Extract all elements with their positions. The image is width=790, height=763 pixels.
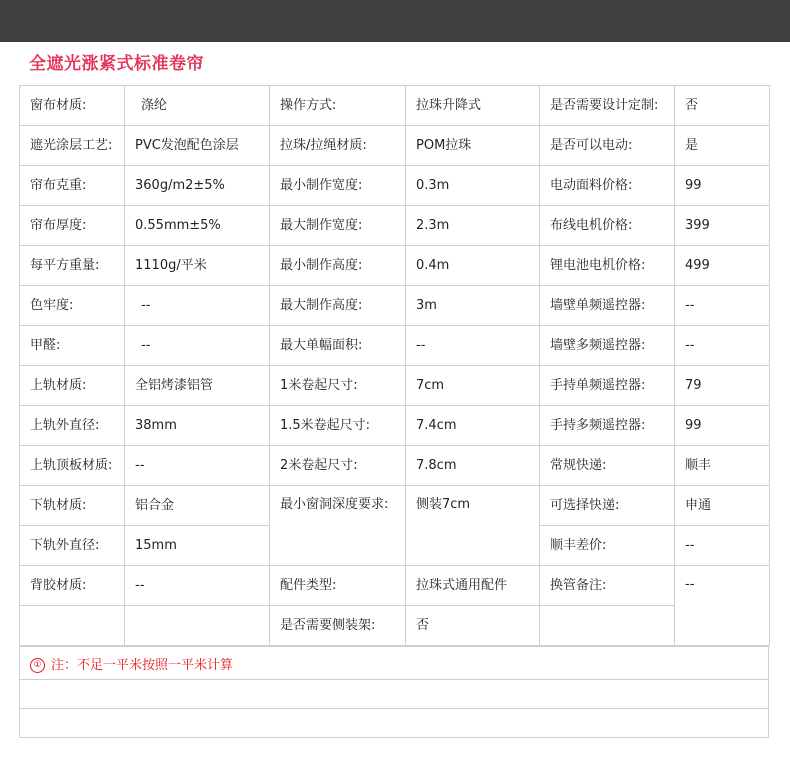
spec-label: 帘布厚度:	[20, 206, 125, 246]
table-row	[20, 206, 770, 246]
spec-value: --	[125, 286, 270, 326]
spec-value: 是	[675, 126, 770, 166]
spec-label: 手持单频遥控器:	[540, 366, 675, 406]
spec-value: --	[675, 566, 770, 646]
spec-label: 手持多频遥控器:	[540, 406, 675, 446]
spec-label: 最小制作宽度:	[270, 166, 406, 206]
table-row	[20, 366, 770, 406]
spec-value: 0.55mm±5%	[125, 206, 270, 246]
table-row	[20, 246, 770, 286]
spec-label: 拉珠/拉绳材质:	[270, 126, 406, 166]
table-row	[20, 326, 770, 366]
table-row	[20, 606, 770, 646]
spec-value: 499	[675, 246, 770, 286]
spec-value: 99	[675, 166, 770, 206]
spec-label: 是否需要侧装架:	[270, 606, 406, 646]
spec-label: 2米卷起尺寸:	[270, 446, 406, 486]
note-marker-icon: ①	[30, 658, 45, 673]
spec-value: 申通	[675, 486, 770, 526]
note-table	[19, 646, 769, 738]
spec-value: --	[125, 326, 270, 366]
spec-label: 可选择快递:	[540, 486, 675, 526]
spec-value: 0.3m	[406, 166, 540, 206]
spec-table	[19, 85, 770, 646]
spec-value: --	[125, 566, 270, 606]
spec-label: 配件类型:	[270, 566, 406, 606]
spec-label: 最大制作宽度:	[270, 206, 406, 246]
spec-value: 侧装7cm	[406, 486, 540, 566]
blank-cell	[20, 680, 769, 709]
note-cell	[20, 647, 769, 680]
spec-value: 拉珠式通用配件	[406, 566, 540, 606]
spec-label: 1米卷起尺寸:	[270, 366, 406, 406]
table-row	[20, 446, 770, 486]
spec-label: 遮光涂层工艺:	[20, 126, 125, 166]
spec-value: 7.4cm	[406, 406, 540, 446]
table-row	[20, 406, 770, 446]
spec-value: PVC发泡配色涂层	[125, 126, 270, 166]
table-row	[20, 286, 770, 326]
top-bar	[0, 0, 790, 42]
spec-label: 换管备注:	[540, 566, 675, 606]
spec-value: 否	[675, 86, 770, 126]
spec-label: 下轨材质:	[20, 486, 125, 526]
spec-value: 15mm	[125, 526, 270, 566]
spec-label: 最小窗洞深度要求:	[270, 486, 406, 566]
spec-value: 1110g/平米	[125, 246, 270, 286]
spec-label: 上轨顶板材质:	[20, 446, 125, 486]
spec-label	[20, 606, 125, 646]
spec-label: 墙壁多频遥控器:	[540, 326, 675, 366]
spec-label: 色牢度:	[20, 286, 125, 326]
table-row	[20, 166, 770, 206]
spec-value: 2.3m	[406, 206, 540, 246]
spec-label	[540, 606, 675, 646]
spec-value: 涤纶	[125, 86, 270, 126]
spec-label: 窗布材质:	[20, 86, 125, 126]
spec-value: 拉珠升降式	[406, 86, 540, 126]
spec-value: 铝合金	[125, 486, 270, 526]
spec-label: 操作方式:	[270, 86, 406, 126]
spec-value: POM拉珠	[406, 126, 540, 166]
table-row	[20, 566, 770, 606]
spec-label: 是否可以电动:	[540, 126, 675, 166]
note-text: 注：不足一平米按照一平米计算	[51, 657, 234, 673]
spec-value	[125, 606, 270, 646]
spec-value: 38mm	[125, 406, 270, 446]
spec-label: 最小制作高度:	[270, 246, 406, 286]
spec-value: 3m	[406, 286, 540, 326]
spec-label: 锂电池电机价格:	[540, 246, 675, 286]
note-row	[20, 647, 769, 680]
table-row	[20, 486, 770, 526]
spec-label: 下轨外直径:	[20, 526, 125, 566]
spec-value: --	[406, 326, 540, 366]
spec-value: 7cm	[406, 366, 540, 406]
blank-row	[20, 680, 769, 709]
spec-label: 1.5米卷起尺寸:	[270, 406, 406, 446]
spec-value: 全铝烤漆铝管	[125, 366, 270, 406]
spec-value: --	[675, 286, 770, 326]
spec-label: 帘布克重:	[20, 166, 125, 206]
spec-value: 0.4m	[406, 246, 540, 286]
spec-label: 上轨材质:	[20, 366, 125, 406]
spec-value: 99	[675, 406, 770, 446]
spec-label: 背胶材质:	[20, 566, 125, 606]
spec-label: 是否需要设计定制:	[540, 86, 675, 126]
spec-value: 7.8cm	[406, 446, 540, 486]
spec-value: --	[675, 326, 770, 366]
spec-label: 上轨外直径:	[20, 406, 125, 446]
blank-cell	[20, 709, 769, 738]
spec-label: 常规快递:	[540, 446, 675, 486]
spec-label: 甲醛:	[20, 326, 125, 366]
spec-label: 最大单幅面积:	[270, 326, 406, 366]
spec-value: 否	[406, 606, 540, 646]
spec-value: --	[125, 446, 270, 486]
spec-label: 布线电机价格:	[540, 206, 675, 246]
spec-label: 每平方重量:	[20, 246, 125, 286]
spec-value: 360g/m2±5%	[125, 166, 270, 206]
spec-value: 399	[675, 206, 770, 246]
table-row	[20, 86, 770, 126]
spec-label: 墙壁单频遥控器:	[540, 286, 675, 326]
spec-value: --	[675, 526, 770, 566]
spec-value: 顺丰	[675, 446, 770, 486]
spec-label: 最大制作高度:	[270, 286, 406, 326]
page-title: 全遮光涨紧式标准卷帘	[29, 54, 204, 74]
table-row	[20, 126, 770, 166]
blank-row	[20, 709, 769, 738]
spec-label: 顺丰差价:	[540, 526, 675, 566]
spec-value: 79	[675, 366, 770, 406]
spec-label: 电动面料价格:	[540, 166, 675, 206]
